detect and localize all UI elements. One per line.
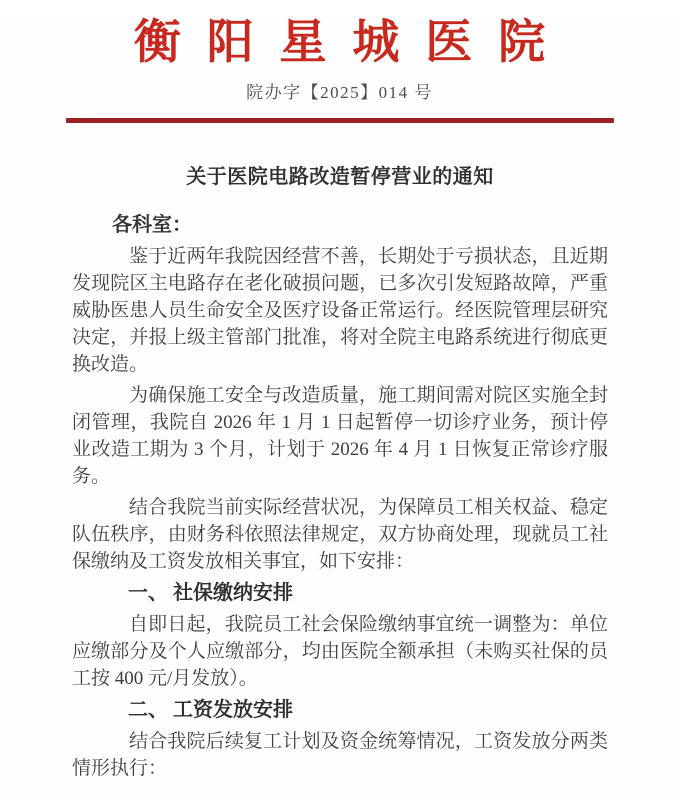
notice-document-page: [0, 16, 679, 801]
paragraph-background: 鉴于近两年我院因经营不善，长期处于亏损状态，且近期发现院区主电路存在老化破损问题，已多次引发短路故障，严重威胁医患人员生命安全及医疗设备正常运行。经医院管理层研究决定，并报上级主管部门批准，将对全院主电路系统进行彻底更换改造。: [72, 246, 608, 375]
notice-body: [0, 163, 679, 782]
section-heading-social-insurance: 一、 社保缴纳安排: [128, 582, 293, 604]
red-divider-line: [66, 118, 614, 123]
notice-title: 关于医院电路改造暂停营业的通知: [186, 166, 494, 188]
document-number: 院办字【2025】014 号: [246, 83, 433, 102]
section-heading-salary: 二、 工资发放安排: [128, 699, 293, 721]
paragraph-salary: 结合我院后续复工计划及资金统筹情况，工资发放分两类情形执行：: [72, 731, 608, 779]
paragraph-arrangement-intro: 结合我院当前实际经营状况，为保障员工相关权益、稳定队伍秩序，由财务科依照法律规定，双方协商处理，现就员工社保缴纳及工资发放相关事宜，如下安排：: [72, 497, 608, 572]
hospital-name: 衡阳星城医院: [133, 17, 571, 69]
paragraph-closure-schedule: 为确保施工安全与改造质量，施工期间需对院区实施全封闭管理，我院自 2026 年 1 月 1 日起暂停一切诊疗业务，预计停业改造工期为 3 个月，计划于 2026 年 4 月 1 日恢复正常诊疗服务。: [72, 385, 608, 487]
paragraph-social-insurance: 自即日起，我院员工社会保险缴纳事宜统一调整为：单位应缴部分及个人应缴部分，均由医院全额承担（未购买社保的员工按 400 元/月发放）。: [72, 614, 608, 689]
salutation: 各科室：: [112, 214, 192, 236]
